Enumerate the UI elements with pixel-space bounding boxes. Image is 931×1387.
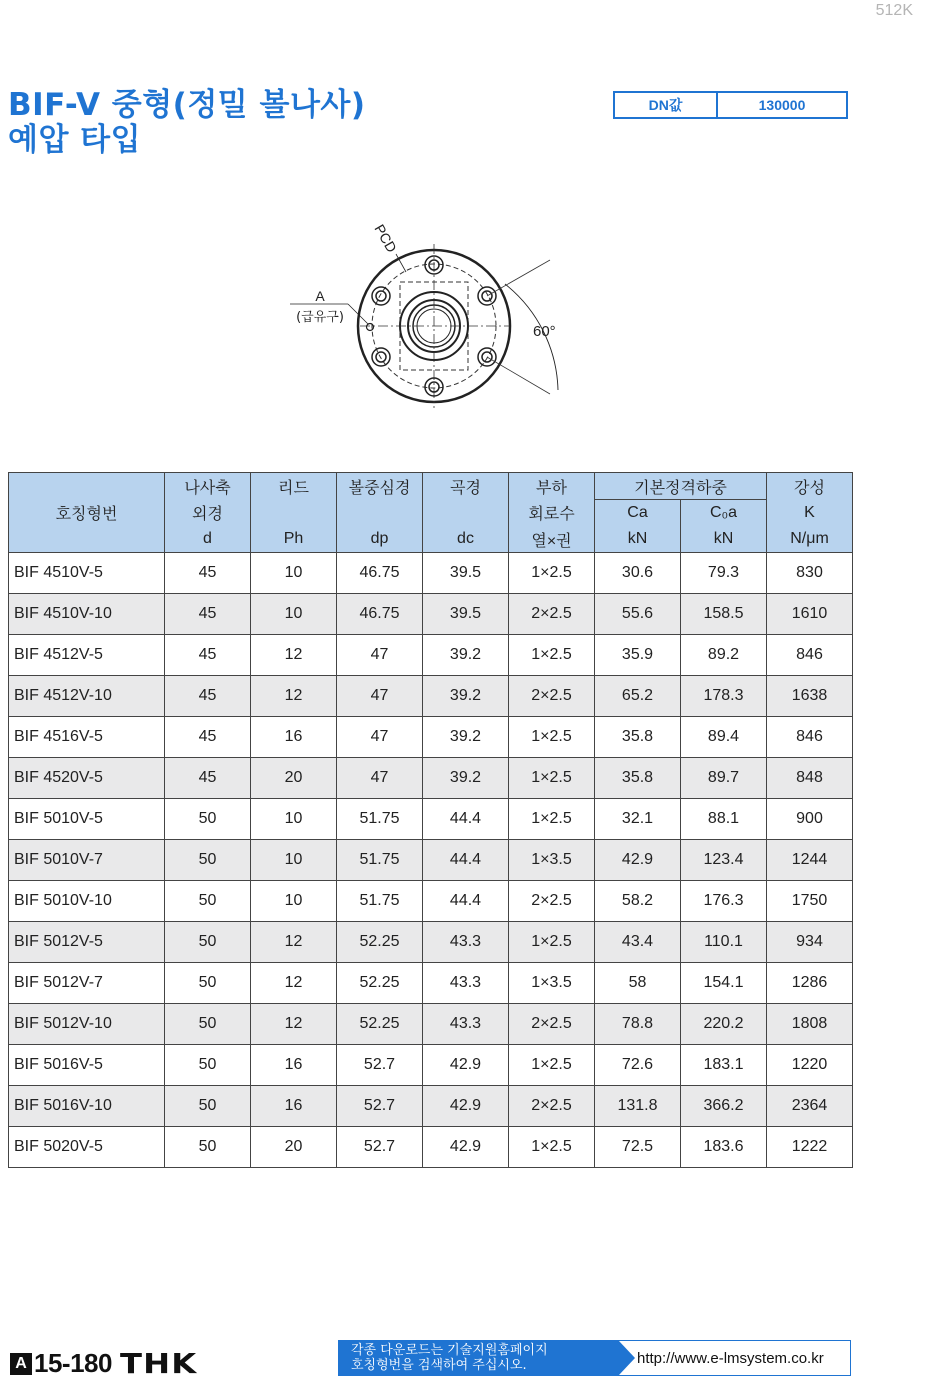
table-cell: 39.5 bbox=[423, 594, 509, 635]
table-cell: 10 bbox=[251, 799, 337, 840]
table-row bbox=[9, 840, 853, 881]
header-ca-1: Ca bbox=[595, 500, 681, 527]
table-cell: 183.6 bbox=[681, 1127, 767, 1168]
header-model: 호칭형번 bbox=[9, 473, 165, 553]
table-row bbox=[9, 1086, 853, 1127]
table-cell: 79.3 bbox=[681, 553, 767, 594]
banner-arrow-icon bbox=[619, 1341, 635, 1375]
table-cell: 158.5 bbox=[681, 594, 767, 635]
header-ph-3: Ph bbox=[251, 526, 337, 553]
table-cell: 1220 bbox=[767, 1045, 853, 1086]
table-cell: 42.9 bbox=[423, 1086, 509, 1127]
section-badge: A bbox=[10, 1353, 32, 1375]
table-cell-model: BIF 5016V-5 bbox=[9, 1045, 165, 1086]
table-row bbox=[9, 922, 853, 963]
banner-line-2: 호칭형번을 검색하여 주십시오. bbox=[351, 1358, 527, 1373]
table-cell: 2×2.5 bbox=[509, 881, 595, 922]
table-cell: 123.4 bbox=[681, 840, 767, 881]
table-cell: 42.9 bbox=[423, 1045, 509, 1086]
table-cell: 934 bbox=[767, 922, 853, 963]
table-row bbox=[9, 758, 853, 799]
table-cell: 45 bbox=[165, 676, 251, 717]
table-cell: 176.3 bbox=[681, 881, 767, 922]
label-grease-port: (급유구) bbox=[296, 310, 344, 325]
table-cell: 848 bbox=[767, 758, 853, 799]
table-cell: 16 bbox=[251, 717, 337, 758]
table-cell: 2×2.5 bbox=[509, 594, 595, 635]
table-cell: 42.9 bbox=[423, 1127, 509, 1168]
table-cell: 50 bbox=[165, 922, 251, 963]
header-load-group: 기본정격하중 bbox=[595, 473, 767, 500]
title-line-1: BIF-V 중형(정밀 볼나사) bbox=[8, 87, 366, 123]
label-pcd: PCD bbox=[371, 221, 401, 256]
table-cell: 12 bbox=[251, 1004, 337, 1045]
table-cell-model: BIF 5012V-10 bbox=[9, 1004, 165, 1045]
table-row bbox=[9, 594, 853, 635]
flange-diagram bbox=[270, 210, 590, 420]
table-cell: 1×2.5 bbox=[509, 553, 595, 594]
table-cell: 45 bbox=[165, 553, 251, 594]
table-cell: 39.2 bbox=[423, 635, 509, 676]
table-cell: 52.25 bbox=[337, 963, 423, 1004]
table-cell: 47 bbox=[337, 717, 423, 758]
label-angle: 60° bbox=[533, 323, 556, 340]
table-cell: 51.75 bbox=[337, 799, 423, 840]
header-circuits-1: 부하 bbox=[509, 473, 595, 500]
table-cell: 50 bbox=[165, 881, 251, 922]
table-cell: 1244 bbox=[767, 840, 853, 881]
table-row bbox=[9, 717, 853, 758]
table-cell: 154.1 bbox=[681, 963, 767, 1004]
table-cell: 2×2.5 bbox=[509, 676, 595, 717]
table-cell: 39.5 bbox=[423, 553, 509, 594]
table-cell: 366.2 bbox=[681, 1086, 767, 1127]
header-dc-2 bbox=[423, 500, 509, 527]
table-cell: 52.7 bbox=[337, 1127, 423, 1168]
table-cell: 46.75 bbox=[337, 594, 423, 635]
table-cell: 10 bbox=[251, 840, 337, 881]
table-cell: 45 bbox=[165, 594, 251, 635]
table-cell: 88.1 bbox=[681, 799, 767, 840]
table-cell: 35.8 bbox=[595, 758, 681, 799]
table-cell: 2×2.5 bbox=[509, 1086, 595, 1127]
header-circuits-3: 열×권 bbox=[509, 526, 595, 553]
table-cell: 16 bbox=[251, 1045, 337, 1086]
header-dp-1: 볼중심경 bbox=[337, 473, 423, 500]
table-cell-model: BIF 4510V-10 bbox=[9, 594, 165, 635]
header-d-1: 나사축 bbox=[165, 473, 251, 500]
table-cell: 52.7 bbox=[337, 1045, 423, 1086]
table-cell: 45 bbox=[165, 717, 251, 758]
table-cell: 78.8 bbox=[595, 1004, 681, 1045]
table-cell: 12 bbox=[251, 922, 337, 963]
dn-label: DN값 bbox=[615, 93, 718, 117]
table-cell-model: BIF 5020V-5 bbox=[9, 1127, 165, 1168]
table-cell: 12 bbox=[251, 676, 337, 717]
table-cell: 51.75 bbox=[337, 881, 423, 922]
header-dp-3: dp bbox=[337, 526, 423, 553]
header-d-3: d bbox=[165, 526, 251, 553]
table-cell: 1222 bbox=[767, 1127, 853, 1168]
table-cell: 47 bbox=[337, 635, 423, 676]
header-c0a-1: C₀a bbox=[681, 500, 767, 527]
table-cell: 39.2 bbox=[423, 717, 509, 758]
brand-logo: THK bbox=[119, 1347, 198, 1380]
table-cell: 43.3 bbox=[423, 963, 509, 1004]
table-cell: 50 bbox=[165, 963, 251, 1004]
table-cell: 52.7 bbox=[337, 1086, 423, 1127]
table-cell: 44.4 bbox=[423, 799, 509, 840]
table-cell: 89.2 bbox=[681, 635, 767, 676]
table-cell-model: BIF 5010V-10 bbox=[9, 881, 165, 922]
table-cell-model: BIF 5010V-5 bbox=[9, 799, 165, 840]
table-cell-model: BIF 4510V-5 bbox=[9, 553, 165, 594]
table-cell: 30.6 bbox=[595, 553, 681, 594]
table-cell: 1×2.5 bbox=[509, 922, 595, 963]
page-reference: 512K bbox=[875, 2, 913, 19]
table-cell: 110.1 bbox=[681, 922, 767, 963]
table-cell: 1610 bbox=[767, 594, 853, 635]
table-cell: 50 bbox=[165, 1086, 251, 1127]
table-cell: 1638 bbox=[767, 676, 853, 717]
table-cell: 1750 bbox=[767, 881, 853, 922]
table-cell: 1×2.5 bbox=[509, 758, 595, 799]
header-k-1: 강성 bbox=[767, 473, 853, 500]
table-cell: 89.7 bbox=[681, 758, 767, 799]
table-cell: 42.9 bbox=[595, 840, 681, 881]
table-row bbox=[9, 963, 853, 1004]
table-cell: 50 bbox=[165, 1045, 251, 1086]
table-cell: 1×2.5 bbox=[509, 1127, 595, 1168]
table-cell: 50 bbox=[165, 840, 251, 881]
table-cell: 10 bbox=[251, 594, 337, 635]
table-row bbox=[9, 799, 853, 840]
table-cell: 44.4 bbox=[423, 881, 509, 922]
table-cell: 10 bbox=[251, 553, 337, 594]
table-cell: 183.1 bbox=[681, 1045, 767, 1086]
table-cell: 52.25 bbox=[337, 922, 423, 963]
table-cell: 1×2.5 bbox=[509, 717, 595, 758]
table-cell-model: BIF 5010V-7 bbox=[9, 840, 165, 881]
table-cell: 58.2 bbox=[595, 881, 681, 922]
header-ph-1: 리드 bbox=[251, 473, 337, 500]
table-cell-model: BIF 4512V-10 bbox=[9, 676, 165, 717]
header-ph-2 bbox=[251, 500, 337, 527]
table-row bbox=[9, 676, 853, 717]
table-cell: 12 bbox=[251, 963, 337, 1004]
table-cell: 10 bbox=[251, 881, 337, 922]
header-d-2: 외경 bbox=[165, 500, 251, 527]
table-cell: 50 bbox=[165, 799, 251, 840]
table-cell: 1×2.5 bbox=[509, 1045, 595, 1086]
page-number: 15-180 bbox=[34, 1348, 112, 1378]
dn-value: 130000 bbox=[758, 97, 806, 113]
table-cell: 20 bbox=[251, 1127, 337, 1168]
header-k-2: K bbox=[767, 500, 853, 527]
header-ca-2: kN bbox=[595, 526, 681, 553]
table-cell: 178.3 bbox=[681, 676, 767, 717]
table-cell: 2364 bbox=[767, 1086, 853, 1127]
table-cell: 2×2.5 bbox=[509, 1004, 595, 1045]
table-cell: 1×3.5 bbox=[509, 840, 595, 881]
table-cell: 72.6 bbox=[595, 1045, 681, 1086]
table-cell: 43.3 bbox=[423, 1004, 509, 1045]
table-cell: 46.75 bbox=[337, 553, 423, 594]
table-cell-model: BIF 5016V-10 bbox=[9, 1086, 165, 1127]
table-cell: 47 bbox=[337, 676, 423, 717]
table-cell-model: BIF 5012V-5 bbox=[9, 922, 165, 963]
table-cell: 44.4 bbox=[423, 840, 509, 881]
page-title bbox=[8, 88, 366, 158]
table-cell-model: BIF 5012V-7 bbox=[9, 963, 165, 1004]
table-cell: 43.3 bbox=[423, 922, 509, 963]
table-cell: 89.4 bbox=[681, 717, 767, 758]
banner-text bbox=[339, 1341, 619, 1375]
table-cell: 52.25 bbox=[337, 1004, 423, 1045]
header-c0a-2: kN bbox=[681, 526, 767, 553]
table-cell: 131.8 bbox=[595, 1086, 681, 1127]
table-cell: 12 bbox=[251, 635, 337, 676]
table-cell: 1286 bbox=[767, 963, 853, 1004]
table-cell: 47 bbox=[337, 758, 423, 799]
table-cell: 55.6 bbox=[595, 594, 681, 635]
header-k-3: N/μm bbox=[767, 526, 853, 553]
table-cell: 1×3.5 bbox=[509, 963, 595, 1004]
table-row bbox=[9, 553, 853, 594]
table-cell: 20 bbox=[251, 758, 337, 799]
table-cell: 220.2 bbox=[681, 1004, 767, 1045]
table-cell: 43.4 bbox=[595, 922, 681, 963]
table-cell: 846 bbox=[767, 717, 853, 758]
table-cell: 65.2 bbox=[595, 676, 681, 717]
footer-page-id bbox=[10, 1347, 198, 1380]
table-cell: 39.2 bbox=[423, 676, 509, 717]
header-dc-1: 곡경 bbox=[423, 473, 509, 500]
spec-table bbox=[8, 472, 853, 1168]
table-cell: 35.8 bbox=[595, 717, 681, 758]
table-cell: 39.2 bbox=[423, 758, 509, 799]
banner-line-1: 각종 다운로드는 기술지원홈페이지 bbox=[351, 1343, 548, 1358]
header-dc-3: dc bbox=[423, 526, 509, 553]
title-line-2: 예압 타입 bbox=[8, 122, 142, 158]
table-cell: 58 bbox=[595, 963, 681, 1004]
table-row bbox=[9, 635, 853, 676]
spec-table-body bbox=[9, 553, 853, 1168]
download-banner bbox=[338, 1340, 851, 1376]
table-cell-model: BIF 4512V-5 bbox=[9, 635, 165, 676]
table-cell: 51.75 bbox=[337, 840, 423, 881]
dn-value-box bbox=[613, 91, 848, 119]
table-cell: 830 bbox=[767, 553, 853, 594]
table-cell: 846 bbox=[767, 635, 853, 676]
table-cell: 35.9 bbox=[595, 635, 681, 676]
table-cell: 50 bbox=[165, 1127, 251, 1168]
label-a: A bbox=[315, 288, 325, 304]
table-cell: 1808 bbox=[767, 1004, 853, 1045]
header-dp-2 bbox=[337, 500, 423, 527]
table-row bbox=[9, 881, 853, 922]
table-row bbox=[9, 1127, 853, 1168]
table-cell: 32.1 bbox=[595, 799, 681, 840]
table-cell: 1×2.5 bbox=[509, 635, 595, 676]
table-cell: 72.5 bbox=[595, 1127, 681, 1168]
table-cell: 50 bbox=[165, 1004, 251, 1045]
table-cell-model: BIF 4520V-5 bbox=[9, 758, 165, 799]
table-row bbox=[9, 1004, 853, 1045]
table-cell: 45 bbox=[165, 758, 251, 799]
header-circuits-2: 회로수 bbox=[509, 500, 595, 527]
table-cell: 1×2.5 bbox=[509, 799, 595, 840]
table-cell-model: BIF 4516V-5 bbox=[9, 717, 165, 758]
table-cell: 16 bbox=[251, 1086, 337, 1127]
table-cell: 900 bbox=[767, 799, 853, 840]
website-link[interactable]: http://www.e-lmsystem.co.kr bbox=[637, 1349, 824, 1367]
table-row bbox=[9, 1045, 853, 1086]
table-cell: 45 bbox=[165, 635, 251, 676]
